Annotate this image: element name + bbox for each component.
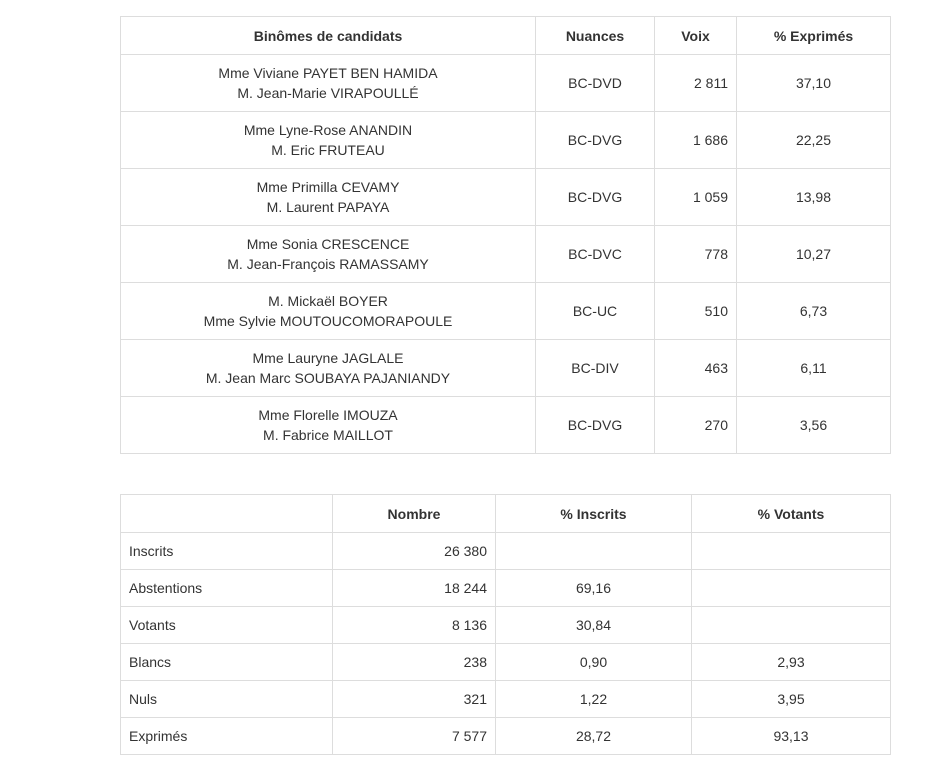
table-row — [121, 169, 891, 226]
candidate-name-2: M. Laurent PAPAYA — [266, 199, 390, 215]
stat-pct-votants-cell: 2,93 — [692, 644, 891, 681]
stat-pct-inscrits-cell: 28,72 — [496, 718, 692, 755]
table-row — [121, 570, 891, 607]
table-row — [121, 681, 891, 718]
table-row — [121, 644, 891, 681]
stat-label-cell: Blancs — [121, 644, 333, 681]
stats-table — [120, 494, 891, 755]
header-exprimes: % Exprimés — [737, 17, 891, 55]
stat-nombre-cell: 18 244 — [333, 570, 496, 607]
voix-cell: 510 — [655, 283, 737, 340]
candidate-name-2: Mme Sylvie MOUTOUCOMORAPOULE — [203, 313, 453, 329]
nuance-cell: BC-DVG — [536, 397, 655, 454]
nuance-cell: BC-DIV — [536, 340, 655, 397]
stat-pct-votants-cell: 3,95 — [692, 681, 891, 718]
voix-cell: 1 686 — [655, 112, 737, 169]
candidate-name-2: M. Fabrice MAILLOT — [263, 427, 393, 443]
candidate-name-2: M. Jean-François RAMASSAMY — [227, 256, 429, 272]
table-row — [121, 718, 891, 755]
header-inscrits: % Inscrits — [496, 495, 692, 533]
stat-pct-inscrits-cell: 1,22 — [496, 681, 692, 718]
candidate-name-2: M. Eric FRUTEAU — [271, 142, 385, 158]
stat-nombre-cell: 26 380 — [333, 533, 496, 570]
pct-exprimes-cell: 10,27 — [737, 226, 891, 283]
voix-cell: 2 811 — [655, 55, 737, 112]
voix-cell: 463 — [655, 340, 737, 397]
table-row — [121, 397, 891, 454]
candidate-pair-cell — [121, 112, 536, 169]
pct-exprimes-cell: 13,98 — [737, 169, 891, 226]
stat-pct-inscrits-cell — [496, 533, 692, 570]
candidate-pair-cell — [121, 340, 536, 397]
stat-pct-votants-cell — [692, 570, 891, 607]
voix-cell: 1 059 — [655, 169, 737, 226]
header-nuances: Nuances — [536, 17, 655, 55]
table-header-row — [121, 17, 891, 55]
voix-cell: 270 — [655, 397, 737, 454]
candidate-name-1: Mme Lauryne JAGLALE — [252, 350, 404, 366]
stat-pct-votants-cell: 93,13 — [692, 718, 891, 755]
table-header-row — [121, 495, 891, 533]
voix-cell: 778 — [655, 226, 737, 283]
stat-pct-inscrits-cell: 69,16 — [496, 570, 692, 607]
nuance-cell: BC-DVG — [536, 112, 655, 169]
header-voix: Voix — [655, 17, 737, 55]
stat-nombre-cell: 238 — [333, 644, 496, 681]
stat-label-cell: Inscrits — [121, 533, 333, 570]
stat-pct-votants-cell — [692, 533, 891, 570]
candidates-table — [120, 16, 891, 454]
stat-nombre-cell: 321 — [333, 681, 496, 718]
candidate-name-1: Mme Sonia CRESCENCE — [246, 236, 410, 252]
candidate-pair-cell — [121, 397, 536, 454]
candidate-name-2: M. Jean-Marie VIRAPOULLÉ — [237, 85, 419, 101]
stat-label-cell: Nuls — [121, 681, 333, 718]
stat-pct-inscrits-cell: 0,90 — [496, 644, 692, 681]
candidate-pair-cell — [121, 226, 536, 283]
table-row — [121, 607, 891, 644]
pct-exprimes-cell: 3,56 — [737, 397, 891, 454]
header-nombre: Nombre — [333, 495, 496, 533]
pct-exprimes-cell: 37,10 — [737, 55, 891, 112]
candidate-name-1: Mme Lyne-Rose ANANDIN — [243, 122, 413, 138]
nuance-cell: BC-DVD — [536, 55, 655, 112]
table-row — [121, 340, 891, 397]
table-row — [121, 112, 891, 169]
table-row — [121, 533, 891, 570]
stat-label-cell: Abstentions — [121, 570, 333, 607]
header-votants: % Votants — [692, 495, 891, 533]
candidate-name-1: Mme Viviane PAYET BEN HAMIDA — [218, 65, 438, 81]
nuance-cell: BC-UC — [536, 283, 655, 340]
pct-exprimes-cell: 22,25 — [737, 112, 891, 169]
stat-pct-inscrits-cell: 30,84 — [496, 607, 692, 644]
nuance-cell: BC-DVC — [536, 226, 655, 283]
header-blank — [121, 495, 333, 533]
pct-exprimes-cell: 6,11 — [737, 340, 891, 397]
stat-nombre-cell: 8 136 — [333, 607, 496, 644]
candidate-name-1: M. Mickaël BOYER — [268, 293, 388, 309]
table-row — [121, 226, 891, 283]
candidate-name-1: Mme Primilla CEVAMY — [256, 179, 400, 195]
table-row — [121, 55, 891, 112]
pct-exprimes-cell: 6,73 — [737, 283, 891, 340]
candidate-name-1: Mme Florelle IMOUZA — [258, 407, 398, 423]
candidate-pair-cell — [121, 55, 536, 112]
table-row — [121, 283, 891, 340]
stat-label-cell: Votants — [121, 607, 333, 644]
candidate-pair-cell — [121, 283, 536, 340]
stat-label-cell: Exprimés — [121, 718, 333, 755]
stat-pct-votants-cell — [692, 607, 891, 644]
nuance-cell: BC-DVG — [536, 169, 655, 226]
stat-nombre-cell: 7 577 — [333, 718, 496, 755]
candidate-pair-cell — [121, 169, 536, 226]
candidate-name-2: M. Jean Marc SOUBAYA PAJANIANDY — [205, 370, 451, 386]
header-binomes: Binômes de candidats — [121, 17, 536, 55]
